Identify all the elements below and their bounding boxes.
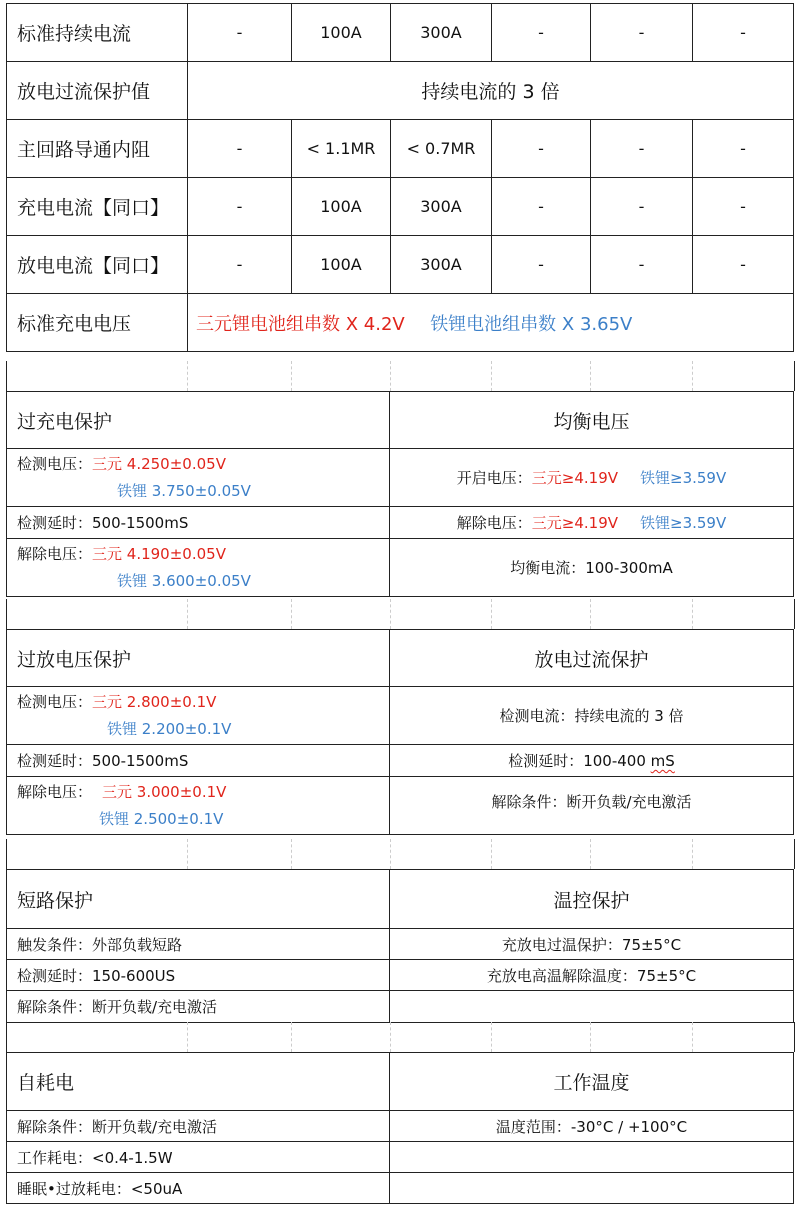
empty-cell	[390, 991, 794, 1023]
cell: -	[591, 4, 693, 62]
overtemp-protect: 充放电过温保护：75±5°C	[390, 929, 794, 960]
temp-protect-title: 温控保护	[390, 870, 794, 929]
overcurrent-release: 解除条件：断开负载/充电激活	[390, 777, 794, 835]
short-circuit-delay: 检测延时：150-600US	[7, 960, 390, 991]
work-temp-title: 工作温度	[390, 1053, 794, 1111]
cell: -	[188, 236, 292, 294]
row-label: 充电电流【同口】	[7, 178, 188, 236]
cell: 100A	[292, 4, 391, 62]
balance-current: 均衡电流：100-300mA	[390, 539, 794, 597]
sleep-consumption: 睡眠•过放耗电：<50uA	[7, 1173, 390, 1204]
self-consumption-title: 自耗电	[7, 1053, 390, 1111]
short-circuit-release: 解除条件：断开负载/充电激活	[7, 991, 390, 1023]
table-row	[7, 294, 794, 352]
cell: -	[188, 120, 292, 178]
cell: 100A	[292, 236, 391, 294]
row-label: 放电过流保护值	[7, 62, 188, 120]
short-circuit-section	[6, 869, 794, 1023]
table-row	[7, 236, 794, 294]
overcharge-title: 过充电保护	[7, 392, 390, 449]
table-row	[7, 178, 794, 236]
overdischarge-section	[6, 629, 794, 835]
row-label: 主回路导通内阻	[7, 120, 188, 178]
charge-voltage-cell	[188, 294, 794, 352]
overtemp-release: 充放电高温解除温度：75±5°C	[390, 960, 794, 991]
empty-cell	[390, 1142, 794, 1173]
overcharge-detect-voltage: 检测电压：三元 4.250±0.05V 铁锂 3.750±0.05V	[7, 449, 390, 507]
self-consumption-release: 解除条件：断开负载/充电激活	[7, 1111, 390, 1142]
overdischarge-title: 过放电压保护	[7, 630, 390, 687]
work-temp-range: 温度范围：-30°C / +100°C	[390, 1111, 794, 1142]
balance-title: 均衡电压	[390, 392, 794, 449]
cell: 300A	[391, 4, 492, 62]
cell: -	[492, 120, 591, 178]
table-row	[7, 62, 794, 120]
cell: < 1.1MR	[292, 120, 391, 178]
lfp-voltage-text: 铁锂电池组串数 X 3.65V	[430, 313, 633, 335]
balance-start-voltage: 开启电压：三元≥4.19V 铁锂≥3.59V	[390, 449, 794, 507]
overcurrent-detect-current: 检测电流：持续电流的 3 倍	[390, 687, 794, 745]
self-consumption-section	[6, 1052, 794, 1204]
short-circuit-trigger: 触发条件：外部负载短路	[7, 929, 390, 960]
working-consumption: 工作耗电：<0.4-1.5W	[7, 1142, 390, 1173]
spacer-row	[6, 1022, 795, 1052]
row-label: 标准持续电流	[7, 4, 188, 62]
short-circuit-title: 短路保护	[7, 870, 390, 929]
cell: -	[591, 120, 693, 178]
overcharge-release-voltage: 解除电压：三元 4.190±0.05V 铁锂 3.600±0.05V	[7, 539, 390, 597]
spacer-row	[6, 839, 795, 869]
cell: -	[591, 236, 693, 294]
row-label: 标准充电电压	[7, 294, 188, 352]
balance-release-voltage: 解除电压：三元≥4.19V 铁锂≥3.59V	[390, 507, 794, 539]
cell: -	[693, 178, 794, 236]
overcharge-balance-section	[6, 391, 794, 597]
cell: 300A	[391, 178, 492, 236]
spec-table	[6, 3, 794, 352]
cell: -	[591, 178, 693, 236]
cell: -	[188, 178, 292, 236]
cell: -	[693, 120, 794, 178]
cell: -	[693, 236, 794, 294]
table-row	[7, 120, 794, 178]
merged-cell: 持续电流的 3 倍	[188, 62, 794, 120]
overdischarge-detect-delay: 检测延时：500-1500mS	[7, 745, 390, 777]
overcurrent-detect-delay: 检测延时：100-400 mS	[390, 745, 794, 777]
spacer-row	[6, 599, 795, 629]
discharge-overcurrent-title: 放电过流保护	[390, 630, 794, 687]
empty-cell	[390, 1173, 794, 1204]
row-label: 放电电流【同口】	[7, 236, 188, 294]
cell: -	[492, 236, 591, 294]
cell: -	[188, 4, 292, 62]
cell: 300A	[391, 236, 492, 294]
overdischarge-release-voltage: 解除电压： 三元 3.000±0.1V 铁锂 2.500±0.1V	[7, 777, 390, 835]
spacer-row	[6, 361, 795, 391]
table-row	[7, 4, 794, 62]
cell: -	[492, 178, 591, 236]
cell: -	[693, 4, 794, 62]
overdischarge-detect-voltage: 检测电压：三元 2.800±0.1V 铁锂 2.200±0.1V	[7, 687, 390, 745]
cell: -	[492, 4, 591, 62]
ternary-voltage-text: 三元锂电池组串数 X 4.2V	[196, 313, 405, 335]
cell: 100A	[292, 178, 391, 236]
overcharge-detect-delay: 检测延时：500-1500mS	[7, 507, 390, 539]
cell: < 0.7MR	[391, 120, 492, 178]
